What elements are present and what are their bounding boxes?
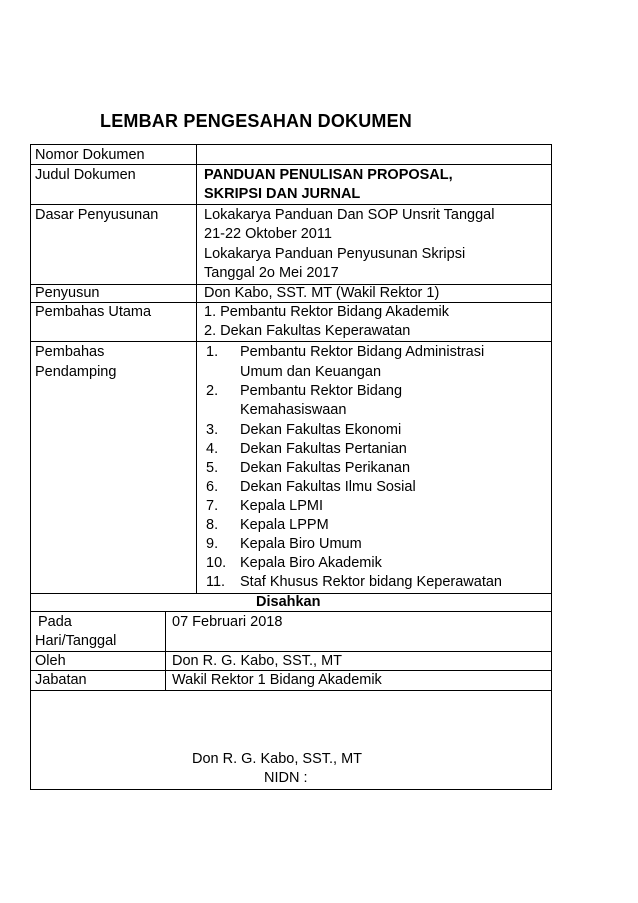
list-item: Kepala LPMI xyxy=(240,498,324,514)
list-item-number: 4. xyxy=(206,441,219,457)
pada-label: Pada xyxy=(38,614,72,630)
pembahas-utama-label: Pembahas Utama xyxy=(35,304,152,320)
list-item: Kepala Biro Umum xyxy=(240,536,362,552)
dasar-penyusunan-line: Tanggal 2o Mei 2017 xyxy=(204,265,339,281)
table-rule xyxy=(30,341,552,342)
pembahas-utama-line: 2. Dekan Fakultas Keperawatan xyxy=(204,323,411,339)
list-item: Pembantu Rektor Bidang xyxy=(240,383,403,399)
table-rule xyxy=(30,690,552,691)
list-item-number: 1. xyxy=(206,344,219,360)
table-rule xyxy=(30,789,552,790)
judul-dokumen-label: Judul Dokumen xyxy=(35,167,136,183)
jabatan-label: Jabatan xyxy=(35,672,87,688)
list-item: Kepala Biro Akademik xyxy=(240,555,382,571)
dasar-penyusunan-line: 21-22 Oktober 2011 xyxy=(204,226,332,242)
list-item: Dekan Fakultas Ekonomi xyxy=(240,422,402,438)
list-item: Umum dan Keuangan xyxy=(240,364,382,380)
list-item: Kepala LPPM xyxy=(240,517,329,533)
list-item-number: 9. xyxy=(206,536,219,552)
pada-value: 07 Februari 2018 xyxy=(172,614,283,630)
list-item-number: 10. xyxy=(206,555,227,571)
pada-label: Hari/Tanggal xyxy=(35,633,117,649)
oleh-value: Don R. G. Kabo, SST., MT xyxy=(172,653,343,669)
penyusun-value: Don Kabo, SST. MT (Wakil Rektor 1) xyxy=(204,285,440,301)
judul-dokumen-value: PANDUAN PENULISAN PROPOSAL, xyxy=(204,167,453,183)
dasar-penyusunan-line: Lokakarya Panduan Penyusunan Skripsi xyxy=(204,246,466,262)
list-item: Staf Khusus Rektor bidang Keperawatan xyxy=(240,574,502,590)
list-item-number: 7. xyxy=(206,498,219,514)
table-rule xyxy=(551,144,552,790)
table-rule xyxy=(30,144,552,145)
list-item: Dekan Fakultas Perikanan xyxy=(240,460,411,476)
dasar-penyusunan-line: Lokakarya Panduan Dan SOP Unsrit Tanggal xyxy=(204,207,495,223)
judul-dokumen-value: SKRIPSI DAN JURNAL xyxy=(204,186,361,202)
disahkan-heading: Disahkan xyxy=(256,594,321,610)
dasar-penyusunan-label: Dasar Penyusunan xyxy=(35,207,159,223)
list-item: Kemahasiswaan xyxy=(240,402,347,418)
table-rule xyxy=(165,611,166,691)
list-item-number: 8. xyxy=(206,517,219,533)
jabatan-value: Wakil Rektor 1 Bidang Akademik xyxy=(172,672,382,688)
signature-nidn: NIDN : xyxy=(264,770,308,786)
list-item-number: 3. xyxy=(206,422,219,438)
penyusun-label: Penyusun xyxy=(35,285,100,301)
signature-name: Don R. G. Kabo, SST., MT xyxy=(192,751,363,767)
list-item: Dekan Fakultas Ilmu Sosial xyxy=(240,479,416,495)
list-item: Dekan Fakultas Pertanian xyxy=(240,441,407,457)
table-rule xyxy=(30,144,31,790)
table-rule xyxy=(30,204,552,205)
list-item: Pembantu Rektor Bidang Administrasi xyxy=(240,344,485,360)
pembahas-pendamping-label: Pembahas xyxy=(35,344,105,360)
pembahas-utama-line: 1. Pembantu Rektor Bidang Akademik xyxy=(204,304,450,320)
pembahas-pendamping-label: Pendamping xyxy=(35,364,117,380)
list-item-number: 11. xyxy=(206,574,226,590)
list-item-number: 6. xyxy=(206,479,219,495)
oleh-label: Oleh xyxy=(35,653,66,669)
nomor-dokumen-label: Nomor Dokumen xyxy=(35,147,145,163)
page-title: LEMBAR PENGESAHAN DOKUMEN xyxy=(100,111,413,131)
list-item-number: 2. xyxy=(206,383,219,399)
table-rule xyxy=(196,144,197,594)
list-item-number: 5. xyxy=(206,460,219,476)
